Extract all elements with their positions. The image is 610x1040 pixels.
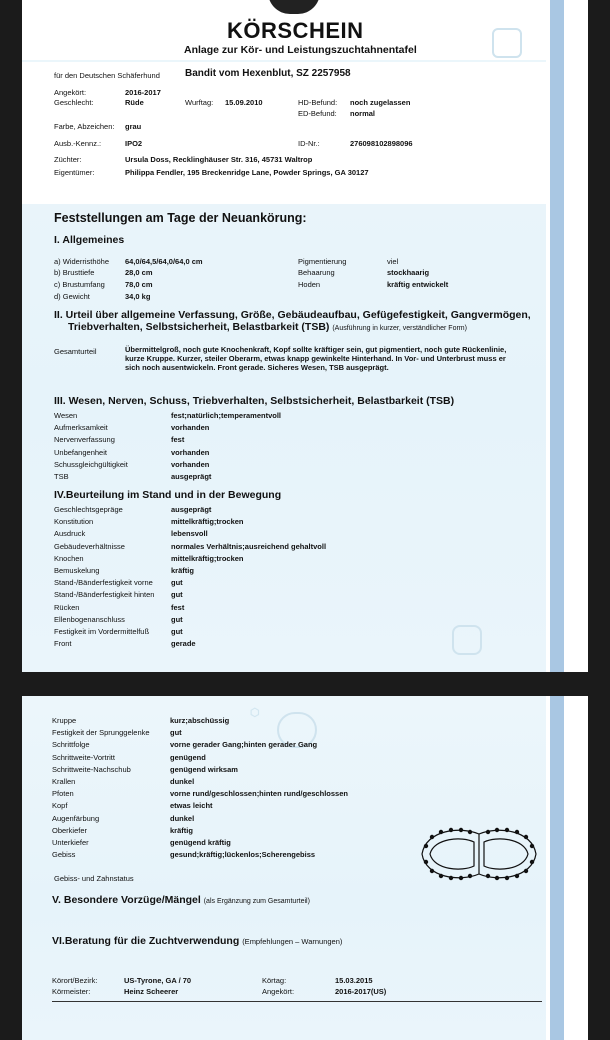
row-label: Festigkeit im Vordermittelfuß <box>54 627 150 636</box>
vorzuege-note: (als Ergänzung zum Gesamturteil) <box>203 898 310 905</box>
wesen-title: III. Wesen, Nerven, Schuss, Triebverhalten, Selbstsicherheit, Belastbarkeit (TSB) <box>54 395 455 407</box>
koertag-label: Körtag: <box>262 976 287 985</box>
row-value: vorhanden <box>171 447 210 457</box>
allgemeines-title: I. Allgemeines <box>54 234 125 246</box>
row-label: Geschlechtsgepräge <box>54 505 123 514</box>
row-value: vorne rund/geschlossen;hinten rund/geschlossen <box>170 789 348 799</box>
ed-value: normal <box>350 109 376 118</box>
vorzuege-title: V. Besondere Vorzüge/Mängel (als Ergänzung zum Gesamturteil) <box>52 894 310 906</box>
row-label: Kopf <box>52 801 68 811</box>
row-label: Schrittweite-Vortritt <box>52 752 115 762</box>
row-value: dunkel <box>170 777 195 786</box>
row-value: fest <box>171 435 185 445</box>
row-label: Ellenbogenanschluss <box>54 614 125 624</box>
watermark-seal <box>492 28 522 58</box>
row-value: gut <box>171 627 183 636</box>
koermeister-label: Körmeister: <box>52 987 91 996</box>
farbe-value: grau <box>125 122 142 131</box>
koertag-value: 15.03.2015 <box>335 976 373 985</box>
row-label: Nervenverfassung <box>54 435 115 445</box>
urteil-title-line1: II. Urteil über allgemeine Verfassung, Größe, Gebäudeaufbau, Gefügefestigkeit, Gangvermögen, <box>54 309 531 321</box>
eigentuemer-value: Philippa Fendler, 195 Breckenridge Lane, Powder Springs, GA 30127 <box>125 168 369 177</box>
row-label: Stand-/Bänderfestigkeit hinten <box>54 590 155 600</box>
row-label: Bemuskelung <box>54 566 100 575</box>
row-value: kräftig <box>171 566 194 575</box>
row-value: gerade <box>171 639 196 649</box>
row-value: kurz;abschüssig <box>170 716 230 725</box>
ausb-label: Ausb.-Kennz.: <box>54 139 102 148</box>
row-label: Ausdruck <box>54 529 86 539</box>
beratung-title: VI.Beratung für die Zuchtverwendung (Empfehlungen – Warnungen) <box>52 935 343 947</box>
feststellungen-title: Feststellungen am Tage der Neuankörung: <box>54 211 307 225</box>
angekoert-value: 2016-2017 <box>125 88 161 97</box>
row-value: ausgeprägt <box>171 472 212 481</box>
row-value: mittelkräftig;trocken <box>171 553 244 563</box>
row-label: Unterkiefer <box>52 838 89 847</box>
row-label: Kruppe <box>52 716 77 725</box>
row-value: gut <box>171 590 183 600</box>
row-value: vorhanden <box>171 459 210 469</box>
row-label: Front <box>54 639 72 649</box>
eigentuemer-label: Eigentümer: <box>54 168 95 177</box>
row-value: gesund;kräftig;lückenlos;Scherengebiss <box>170 850 316 860</box>
row-label: Knochen <box>54 553 84 563</box>
row-label: Schrittfolge <box>52 740 90 750</box>
wurftag-value: 15.09.2010 <box>225 98 263 107</box>
row-value: normales Verhältnis;ausreichend gehaltvoll <box>171 541 327 551</box>
row-value: mittelkräftig;trocken <box>171 517 244 527</box>
row-label: Unbefangenheit <box>54 447 107 457</box>
row-label: Festigkeit der Sprunggelenke <box>52 728 150 738</box>
angekoert-footer-value: 2016-2017(US) <box>335 987 387 996</box>
gesamturteil-text: Übermittelgroß, noch gute Knochenkraft, Kopf sollte kräftiger sein, gut pigmentiert, noch gute Rückenlinie, kurze Kruppe. Kurzer, steiler Oberarm, etwas knapp gewinkelte Hinterhand. In Vor- und Unterbrust muss er sich noch ausentwickeln. Front gerade. Sicheres Wesen, TSB ausgeprägt. <box>125 345 507 372</box>
row-label: Gebiss <box>52 850 76 860</box>
row-value: gut <box>171 614 183 624</box>
row-label: Gebäudeverhältnisse <box>54 541 125 551</box>
gebiss-status-label: Gebiss- und Zahnstatus <box>54 874 134 883</box>
koermeister-value: Heinz Scheerer <box>124 987 179 996</box>
row-value: gut <box>171 578 183 588</box>
page-title: KÖRSCHEIN <box>227 18 364 43</box>
row-value: gut <box>170 728 182 738</box>
footer-rule <box>52 1001 542 1002</box>
row-label: Stand-/Bänderfestigkeit vorne <box>54 578 153 588</box>
geschlecht-value: Rüde <box>125 98 144 107</box>
dog-name: Bandit vom Hexenblut, SZ 2257958 <box>185 68 351 79</box>
zuechter-value: Ursula Doss, Recklinghäuser Str. 316, 45731 Waltrop <box>125 155 313 164</box>
for-breed-label: für den Deutschen Schäferhund <box>54 71 160 80</box>
hd-label: HD-Befund: <box>298 98 338 107</box>
hd-value: noch zugelassen <box>350 98 411 107</box>
row-label: Rücken <box>54 602 80 612</box>
watermark-seal-bottom <box>452 625 482 655</box>
row-value: fest <box>171 602 185 612</box>
zuechter-label: Züchter: <box>54 155 82 164</box>
ed-label: ED-Befund: <box>298 109 337 118</box>
angekoert-footer-label: Angekört: <box>262 987 295 996</box>
row-value: lebensvoll <box>171 529 208 539</box>
geschlecht-label: Geschlecht: <box>54 98 94 107</box>
row-label: Schrittweite-Nachschub <box>52 764 131 774</box>
row-value: kräftig <box>170 825 193 835</box>
row-value: etwas leicht <box>170 801 213 811</box>
row-label: Krallen <box>52 777 76 786</box>
row-value: genügend wirksam <box>170 764 238 774</box>
urteil-title-note: (Ausführung in kurzer, verständlicher Form) <box>332 325 467 332</box>
certificate-page-1: KÖRSCHEIN Anlage zur Kör- und Leistungszuchtahnentafel für den Deutschen Schäferhund Bandit vom Hexenblut, SZ 2257958 Angekört: 2016-2017 Geschlecht: Rüde Wurftag: 15.09.2010 HD-Befund: noch zugelassen ED-Befund: normal Farbe, Abzeichen: grau Ausb.-Kennz.: IPO2 ID-Nr.: 276098102898096 Züchter: Ursula Doss, Recklinghäuser Str. 316, 45731 Waltrop Eigentümer: Philippa Fendler, 195 Breckenridge Lane, Powder Springs, GA 30127 Feststellungen am Tage der Neuankörung: I. Allgemeines a) Widerristhöhe 64,0/64,5/64,0/64,0 cm b) Brusttiefe 28,0 cm c) Brustumfang 78,0 cm d) Gewicht 34,0 kg Pigmentierung viel Behaarung stockhaarig Hoden kräftig entwickelt II. Urteil über allgemeine Verfassung, Größe, Gebäudeaufbau, Gefügefestigkeit, Gangvermögen, Triebverhalten, Selbstsicherheit, Belastbarkeit (TSB) (Ausführung in kurzer, verständlicher Form) Gesamturteil Übermittelgroß, noch gute Knochenkraft, Kopf sollte kräftiger sein, gut pigmentiert, noch gute Rückenlinie, kurze Kruppe. Kurzer, steiler Oberarm, etwas knapp gewinkelte Hinterhand. In Vor- und Unterbrust muss er sich noch ausentwickeln. Front gerade. Sicheres Wesen, TSB ausgeprägt. III. Wesen, Nerven, Schuss, Triebverhalten, Selbstsicherheit, Belastbarkeit (TSB) Wesen fest;natürlich;temperamentvoll Aufmerksamkeit vorhanden Nervenverfassung fest Unbefangenheit vorhanden Schussgleichgültigkeit vorhanden TSB ausgeprägt IV.Beurteilung im Stand und in der Bewegung Geschlechtsgepräge ausgeprägt Konstitution mittelkräftig;trocken Ausdruck lebensvoll Gebäudeverhältnisse normales Verhältnis;ausreichend gehaltvoll Knochen mittelkräftig;trocken Bemuskelung kräftig Stand-/Bänderfestigkeit vorne gut Stand-/Bänderfestigkeit hinten gut Rücken fest Ellenbogenanschluss gut Festigkeit im Vordermittelfuß gut Front gerade <box>22 0 588 672</box>
row-label: Augenfärbung <box>52 813 100 823</box>
beurteilung-title: IV.Beurteilung im Stand und in der Bewegung <box>54 489 282 501</box>
row-label: Pfoten <box>52 789 74 799</box>
id-label: ID-Nr.: <box>298 139 320 148</box>
row-value: vorne gerader Gang;hinten gerader Gang <box>170 740 318 750</box>
urteil-title-line2: Triebverhalten, Selbstsicherheit, Belastbarkeit (TSB) (Ausführung in kurzer, verständlicher Form) <box>68 321 467 333</box>
certificate-page-2 <box>22 696 588 1040</box>
page-subtitle: Anlage zur Kör- und Leistungszuchtahnentafel <box>184 44 417 56</box>
row-value: genügend kräftig <box>170 838 231 847</box>
row-label: TSB <box>54 472 69 481</box>
koerort-label: Körort/Bezirk: <box>52 976 98 985</box>
row-value: genügend <box>170 752 206 762</box>
row-value: vorhanden <box>171 423 210 433</box>
side-stripe <box>550 696 564 1040</box>
row-label: Schussgleichgültigkeit <box>54 459 128 469</box>
dentition-diagram <box>414 822 544 888</box>
angekoert-label: Angekört: <box>54 88 87 97</box>
row-value: ausgeprägt <box>171 505 212 514</box>
row-label: Konstitution <box>54 517 94 527</box>
side-stripe <box>550 0 564 672</box>
row-value: dunkel <box>170 813 195 823</box>
row-label: Aufmerksamkeit <box>54 423 108 433</box>
row-label: Oberkiefer <box>52 825 88 835</box>
gesamturteil-label: Gesamturteil <box>54 347 97 356</box>
beratung-note: (Empfehlungen – Warnungen) <box>242 937 343 946</box>
wurftag-label: Wurftag: <box>185 98 214 107</box>
ausb-value: IPO2 <box>125 139 143 148</box>
id-value: 276098102898096 <box>350 139 413 148</box>
farbe-label: Farbe, Abzeichen: <box>54 122 115 131</box>
row-label: Wesen <box>54 411 78 420</box>
koerort-value: US-Tyrone, GA / 70 <box>124 976 192 985</box>
watermark-text: ⬡ <box>250 707 260 719</box>
row-value: fest;natürlich;temperamentvoll <box>171 411 282 420</box>
